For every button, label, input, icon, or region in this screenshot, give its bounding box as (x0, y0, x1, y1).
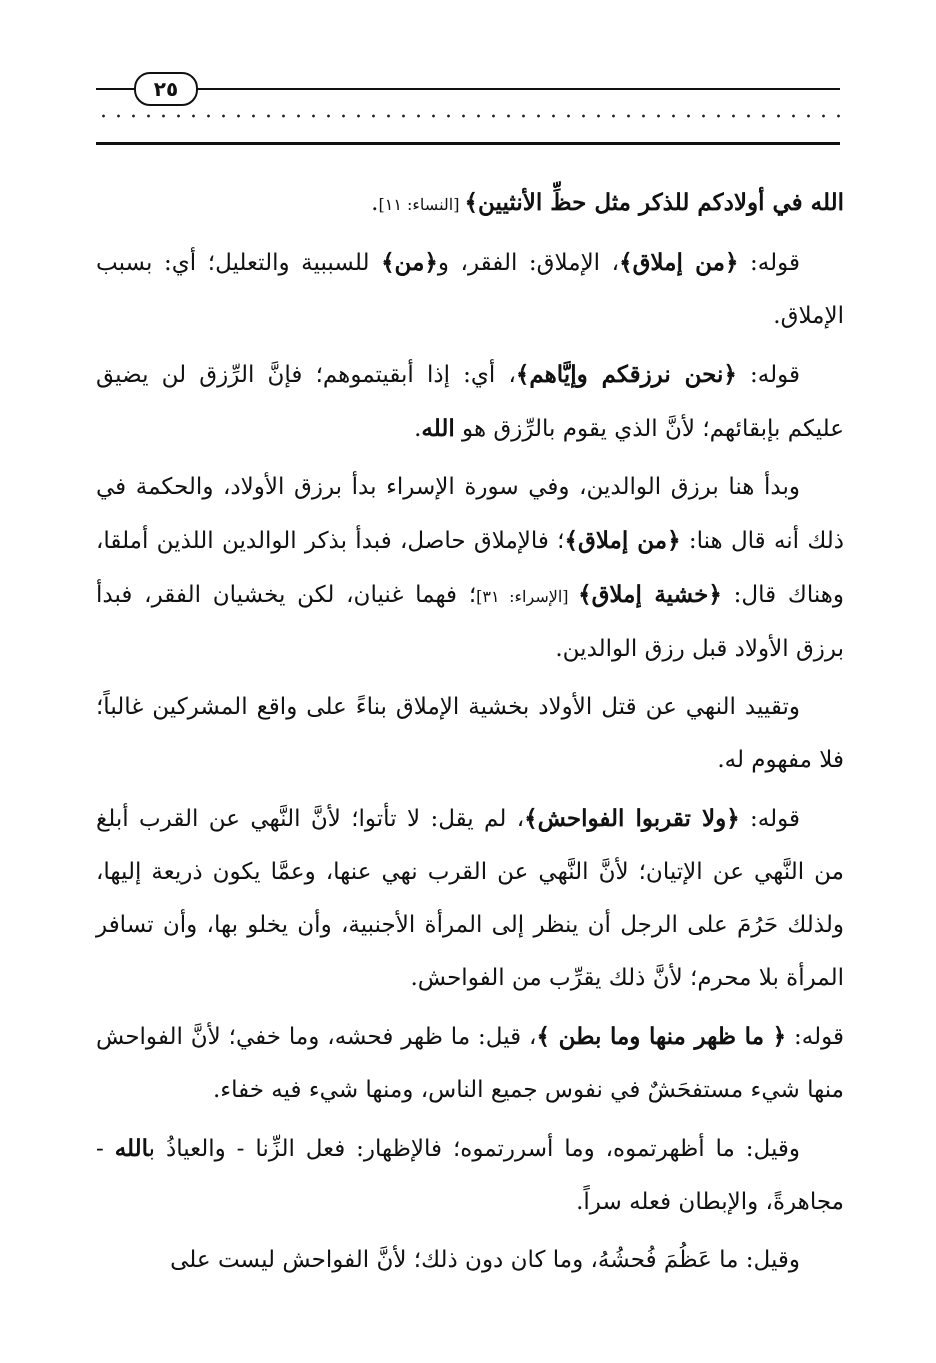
body-text: وقيل: ما أظهرتموه، وما أسررتموه؛ فالإظهار: فعل الزِّنا - والعياذُ ب (148, 1136, 800, 1162)
body-text: . (371, 190, 379, 216)
paragraph (96, 1234, 844, 1287)
paragraph (96, 348, 844, 456)
body-text: ، أي: إذا أبقيتموهم؛ فإنَّ الرِّزق لن يضيق عليكم بإبقائهم؛ لأنَّ الذي يقوم بالرِّزق هو (96, 362, 844, 442)
quran-quote: ﴿ ما ظهر منها وما بطن ﴾ (536, 1023, 787, 1050)
header-top-rule (96, 88, 840, 90)
body-text: قوله: (739, 806, 801, 832)
paragraph (96, 236, 844, 343)
quran-quote: ﴿من﴾ (381, 249, 438, 276)
quran-quote: الله (421, 415, 455, 442)
quran-quote: ﴿ولا تقربوا الفواحش﴾ (524, 805, 740, 832)
body-text: . (414, 416, 422, 442)
verse-reference: [الإسراء: ٣١] (476, 587, 579, 606)
body-text: وتقييد النهي عن قتل الأولاد بخشية الإملاق بناءً على واقع المشركين غالباً؛ فلا مفهوم له. (96, 694, 844, 773)
quran-quote: الله (114, 1135, 149, 1162)
quran-quote: الله في أولادكم للذكر مثل حظِّ الأنثيين﴾ (464, 189, 844, 216)
paragraph (96, 176, 844, 231)
verse-reference: [النساء: ١١] (378, 195, 465, 214)
body-text: ، قيل: ما ظهر فحشه، وما خفي؛ لأنَّ الفواحش منها شيء مستفحَشٌ في نفوس جميع الناس، ومنها شيء فيه خفاء. (96, 1024, 844, 1103)
page-body (96, 176, 844, 1292)
body-text: وقيل: ما عَظُمَ فُحشُهُ، وما كان دون ذلك؛ لأنَّ الفواحش ليست على (170, 1247, 800, 1273)
quran-quote: ﴿خشية إملاق﴾ (578, 581, 722, 608)
body-text: ، الإملاق: الفقر، و (437, 250, 620, 276)
quran-quote: ﴿من إملاق﴾ (564, 527, 681, 554)
body-text: قوله: (736, 362, 801, 388)
page-header (96, 62, 840, 148)
paragraph (96, 1010, 844, 1117)
body-text: وبدأ هنا برزق الوالدين، وفي سورة الإسراء بدأ برزق الأولاد، والحكمة في ذلك أنه قال هنا: (96, 474, 844, 554)
page-number: ٢٥ (134, 72, 198, 106)
paragraph (96, 681, 844, 787)
body-text: قوله: (786, 1024, 844, 1050)
quran-quote: ﴿نحن نرزقكم وإيَّاهم﴾ (515, 361, 737, 388)
body-text: ؛ فهما غنيان، لكن يخشيان الفقر، فبدأ برزق الأولاد قبل رزق الوالدين. (96, 582, 844, 662)
body-text: للسببية والتعليل؛ أي: بسبب الإملاق. (96, 250, 844, 329)
body-text: ؛ فالإملاق حاصل، فبدأ بذكر الوالدين اللذين أملقا، وهناك قال: (96, 528, 844, 608)
paragraph (96, 1122, 844, 1229)
body-text: ، لم يقل: لا تأتوا؛ لأنَّ النَّهي عن القرب أبلغ من النَّهي عن الإتيان؛ لأنَّ النَّهي عن القرب نهي عنها، وعمَّا يكون ذريعة إليها، ولذلك حَرُمَ على الرجل أن ينظر إلى المرأة الأجنبية، وأن يخلو بها، وأن تسافر المرأة بلا محرم؛ لأنَّ ذلك يقرِّب من الفواحش. (96, 806, 844, 991)
header-bottom-rule (96, 142, 840, 145)
quran-quote: ﴿من إملاق﴾ (619, 249, 739, 276)
paragraph (96, 461, 844, 676)
header-dotted-rule (96, 114, 840, 118)
body-text: قوله: (738, 250, 801, 276)
body-text: - مجاهرةً، والإبطان فعله سراً. (96, 1136, 844, 1215)
paragraph (96, 792, 844, 1005)
